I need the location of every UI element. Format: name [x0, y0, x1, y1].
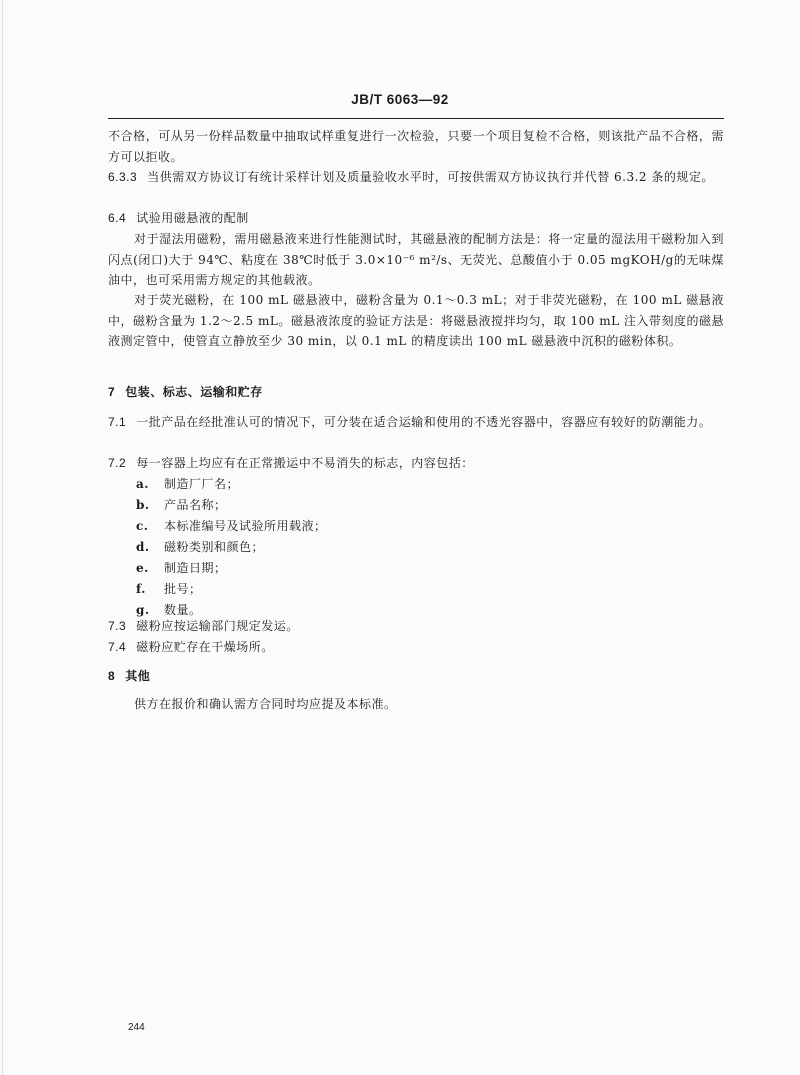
section-title: 试验用磁悬液的配制 — [136, 211, 249, 225]
section-6-4-heading — [108, 208, 724, 229]
list-item: e. 制造日期； — [136, 561, 227, 575]
section-number: 6.4 — [108, 211, 127, 225]
section-7-1 — [108, 412, 724, 433]
paragraph-wet-method: 对于湿法用磁粉，需用磁悬液来进行性能测试时，其磁悬液的配制方法是：将一定量的湿法用干磁粉加入到闪点(闭口)大于 94℃、粘度在 38℃时低于 3.0×10⁻⁶ m²/s、无荧光、总酸值小于 0.05 mgKOH/g的无味煤油中，也可采用需方规定的其他载液。 — [108, 232, 724, 287]
section-text: 当供需双方协议订有统计采样计划及质量验收水平时，可按供需双方协议执行并代替 6.3.2 条的规定。 — [147, 170, 714, 184]
section-text: 磁粉应贮存在干燥场所。 — [136, 640, 274, 654]
section-7-2 — [108, 453, 724, 474]
page-number: 244 — [128, 1022, 145, 1033]
list-item: f. 批号； — [136, 582, 202, 596]
document-header: JB/T 6063—92 — [351, 92, 449, 107]
section-8-text: 供方在报价和确认需方合同时均应提及本标准。 — [134, 697, 397, 711]
list-item: d. 磁粉类别和颜色； — [136, 540, 265, 554]
section-text: 一批产品在经批准认可的情况下，可分装在适合运输和使用的不透光容器中，容器应有较好的防潮能力。 — [136, 415, 712, 429]
header-rule — [108, 118, 724, 119]
section-number: 7.1 — [108, 415, 127, 429]
section-number: 8 — [108, 669, 116, 683]
section-title: 包装、标志、运输和贮存 — [125, 385, 263, 399]
list-item: g. 数量。 — [136, 603, 202, 617]
list-item: c. 本标准编号及试验所用载液； — [136, 519, 327, 533]
list-item: a. 制造厂厂名； — [136, 477, 240, 491]
section-7-heading — [108, 382, 724, 403]
section-7-3 — [108, 616, 724, 637]
section-number: 7.4 — [108, 640, 127, 654]
section-number: 7 — [108, 385, 116, 399]
paragraph-fluorescent: 对于荧光磁粉，在 100 mL 磁悬液中，磁粉含量为 0.1～0.3 mL；对于非荧光磁粉，在 100 mL 磁悬液中，磁粉含量为 1.2～2.5 mL。磁悬液浓度的验证方法是：将磁悬液搅拌均匀，取 100 mL 注入带刻度的磁悬液测定管中，使管直立静放至少 30 min，以 0.1 mL 的精度读出 100 mL 磁悬液中沉积的磁粉体积。 — [108, 293, 724, 348]
section-number: 7.2 — [108, 456, 127, 470]
section-8-heading — [108, 666, 724, 687]
section-text: 磁粉应按运输部门规定发运。 — [136, 619, 299, 633]
scan-edge-artifact — [2, 0, 4, 1075]
list-item: b. 产品名称； — [136, 498, 227, 512]
paragraph-continuation: 不合格，可从另一份样品数量中抽取试样重复进行一次检验，只要一个项目复检不合格，则该批产品不合格，需方可以拒收。 — [108, 129, 724, 164]
section-number: 6.3.3 — [108, 170, 138, 184]
section-number: 7.3 — [108, 619, 127, 633]
section-title: 其他 — [125, 669, 151, 683]
section-text: 每一容器上均应有在正常搬运中不易消失的标志，内容包括： — [136, 456, 474, 470]
section-7-4 — [108, 637, 724, 658]
section-6-3-3 — [108, 167, 724, 188]
